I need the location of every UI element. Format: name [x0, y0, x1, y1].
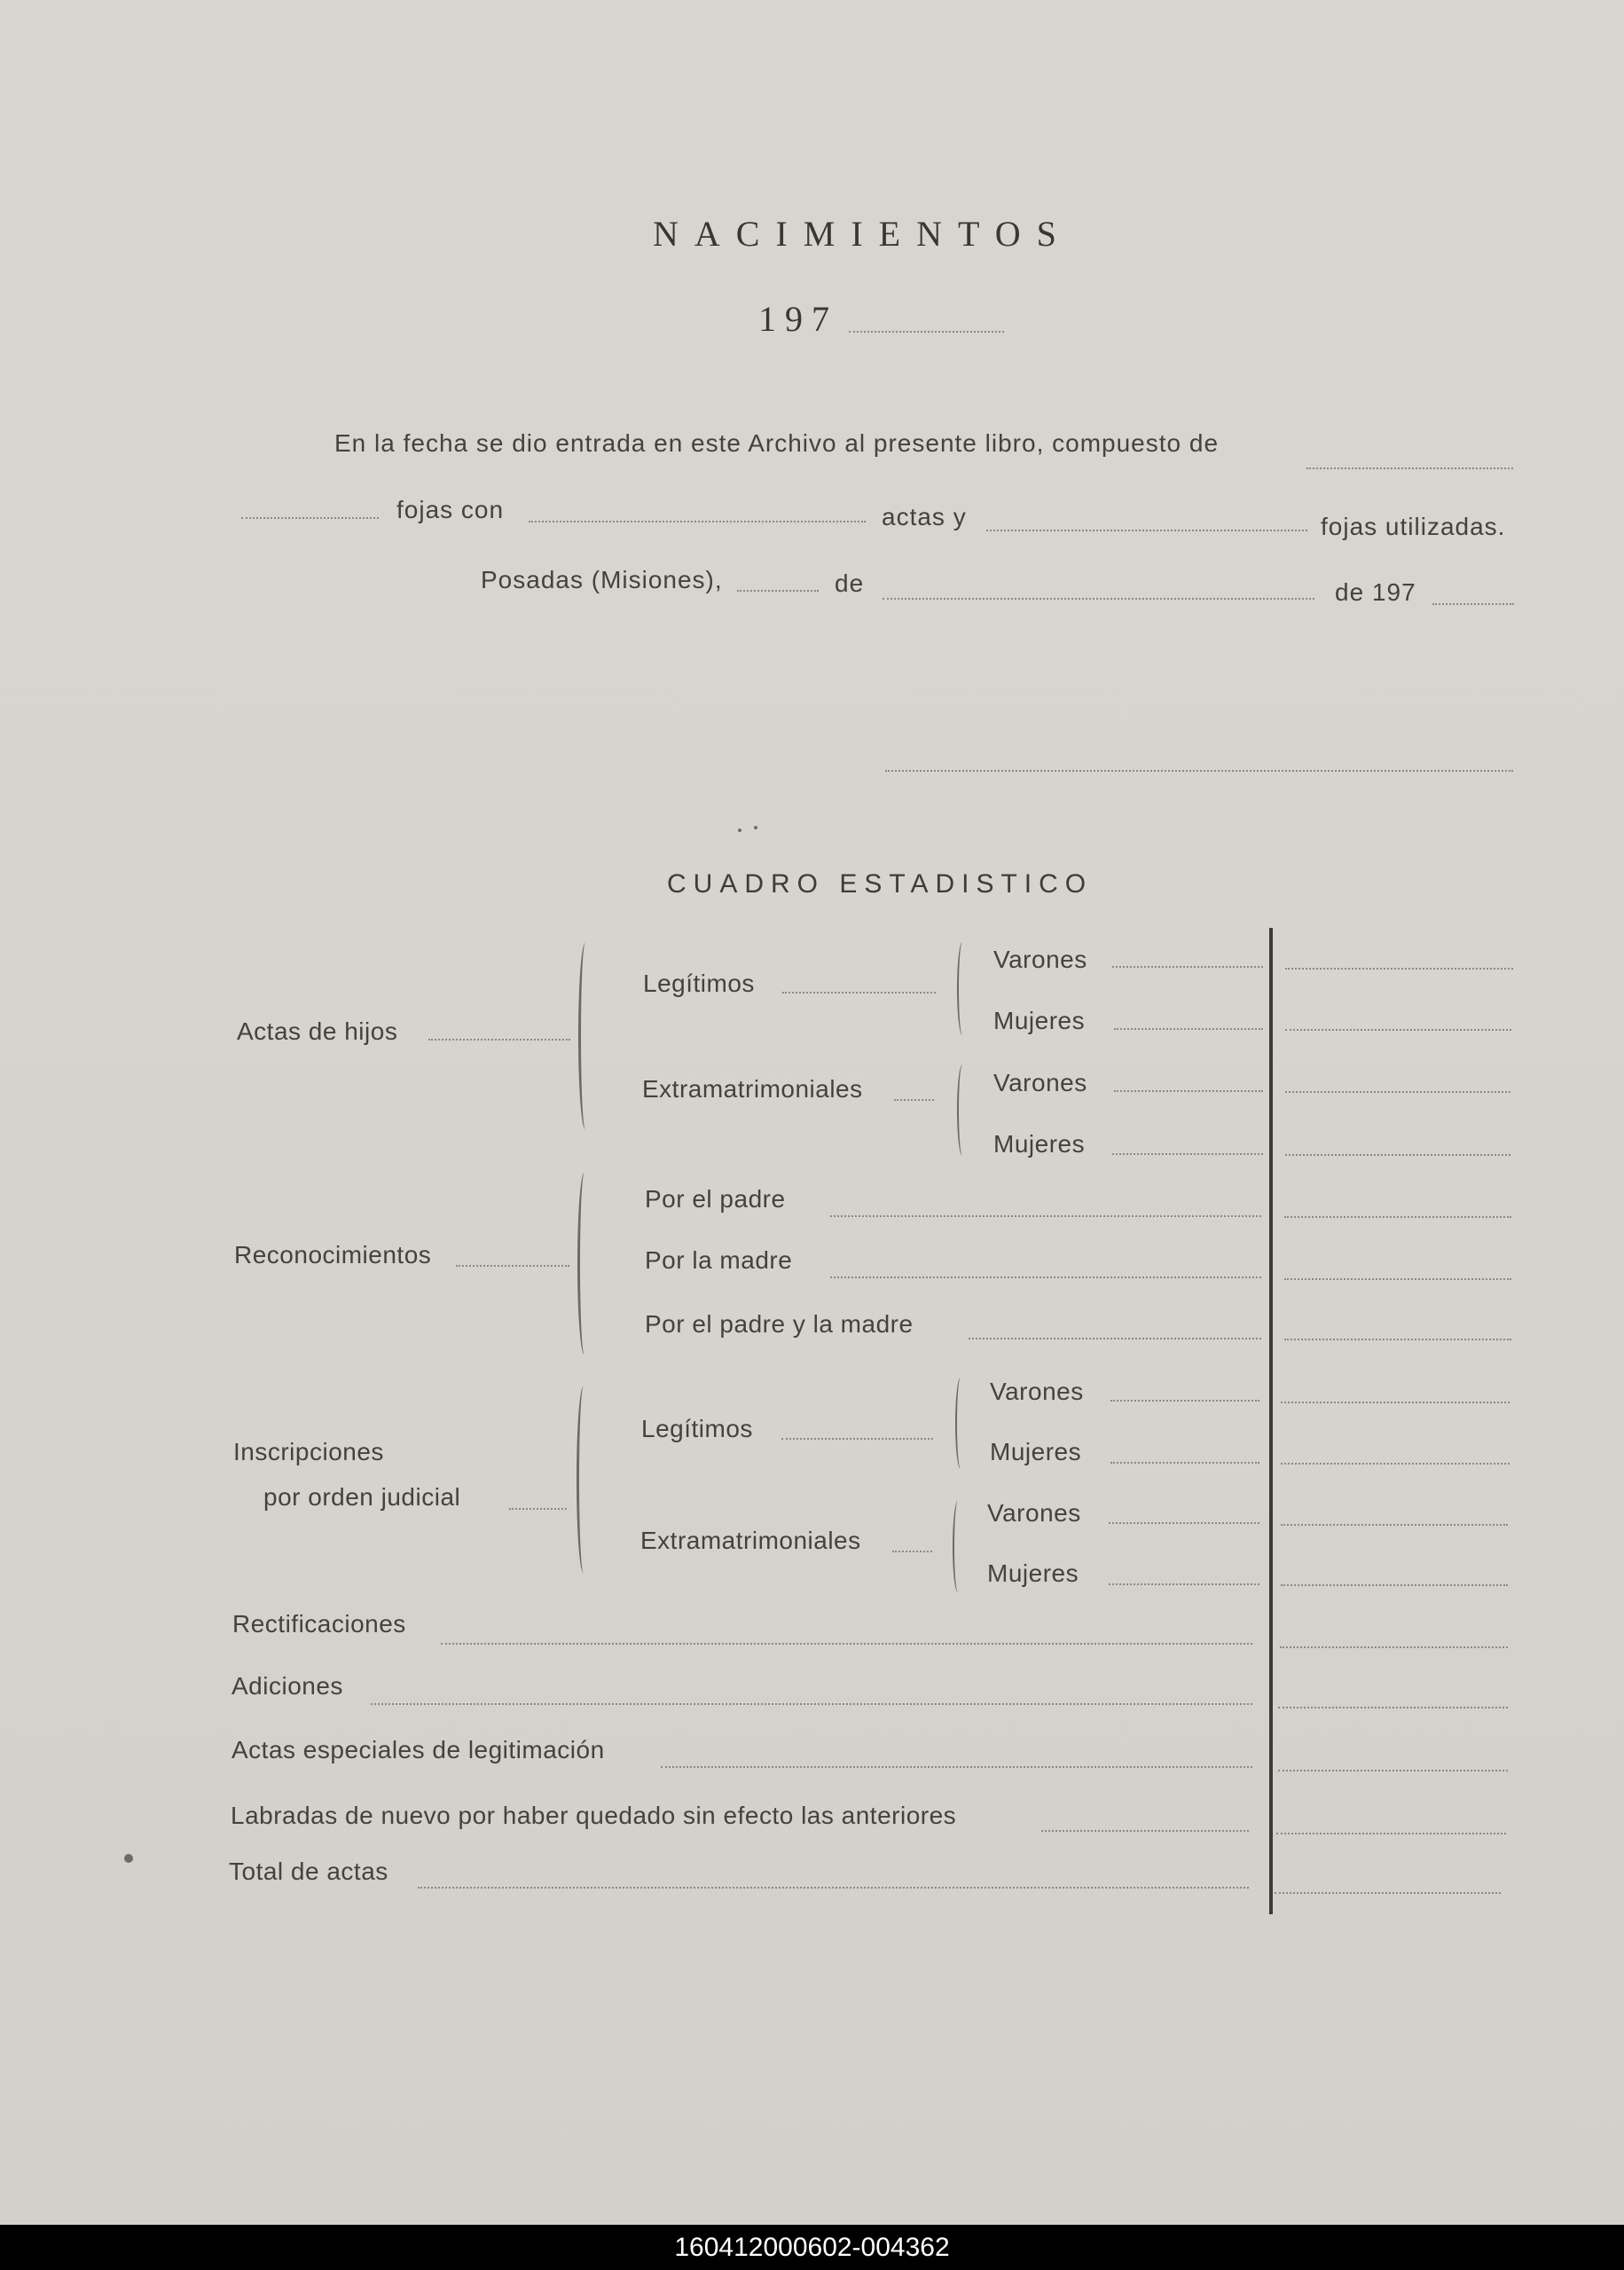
year-end-blank	[1432, 603, 1514, 605]
por-padre-blank	[830, 1215, 1261, 1217]
por-padre-total-blank	[1284, 1216, 1511, 1218]
por-ambos-label: Por el padre y la madre	[645, 1310, 914, 1338]
mujeres-blank	[1112, 1153, 1263, 1155]
inscripciones-label: Inscripciones	[233, 1438, 384, 1465]
varones-blank	[1114, 1090, 1263, 1092]
labradas-label: Labradas de nuevo por haber quedado sin efecto las anteriores	[231, 1802, 957, 1829]
actas-hijos-brace	[578, 943, 590, 1129]
rectificaciones-total-blank	[1280, 1646, 1508, 1648]
varones-label: Varones	[993, 946, 1087, 973]
document-id: 160412000602-004362	[674, 2233, 950, 2262]
adiciones-blank	[371, 1703, 1252, 1705]
mujeres-total-blank	[1281, 1584, 1508, 1586]
mujeres-total-blank	[1285, 1029, 1511, 1031]
varones-label: Varones	[993, 1069, 1087, 1096]
extramatrimoniales-label: Extramatrimoniales	[640, 1527, 861, 1554]
adiciones-total-blank	[1278, 1707, 1508, 1708]
day-blank	[737, 590, 819, 592]
actas-especiales-label: Actas especiales de legitimación	[231, 1736, 605, 1763]
mujeres-total-blank	[1285, 1154, 1510, 1156]
extramatrimoniales-leader	[894, 1099, 934, 1101]
extramatrimoniales-leader	[892, 1551, 932, 1552]
actas-especiales-total-blank	[1278, 1770, 1508, 1771]
legitimos-brace	[957, 942, 966, 1035]
reconocimientos-leader	[456, 1265, 569, 1267]
por-padre-label: Por el padre	[645, 1185, 786, 1213]
actas-hijos-leader	[428, 1039, 570, 1041]
actas-count-blank	[529, 521, 866, 522]
por-madre-total-blank	[1284, 1278, 1511, 1280]
stats-heading: CUADRO ESTADISTICO	[667, 869, 1094, 899]
compuesto-blank	[1306, 467, 1513, 469]
varones-total-blank	[1281, 1524, 1508, 1526]
de-label: de	[835, 569, 865, 597]
signature-line	[885, 770, 1513, 772]
paper-speck	[754, 826, 757, 829]
document-id-bar	[0, 2225, 1624, 2270]
extramatrimoniales-brace	[953, 1501, 961, 1592]
actas-especiales-blank	[661, 1766, 1252, 1768]
extramatrimoniales-brace	[957, 1064, 966, 1156]
por-ambos-total-blank	[1284, 1339, 1511, 1340]
reconocimientos-brace	[577, 1173, 589, 1355]
legitimos-label: Legítimos	[643, 970, 755, 997]
column-divider	[1269, 928, 1273, 1914]
mujeres-blank	[1109, 1583, 1259, 1585]
year-blank	[849, 331, 1004, 333]
varones-total-blank	[1285, 1091, 1510, 1093]
rectificaciones-blank	[441, 1643, 1252, 1645]
varones-total-blank	[1285, 968, 1513, 970]
adiciones-label: Adiciones	[231, 1672, 343, 1700]
paper-speck	[738, 829, 741, 832]
varones-label: Varones	[987, 1499, 1081, 1527]
page-title: NACIMIENTOS	[653, 214, 1072, 254]
place-label: Posadas (Misiones),	[481, 566, 723, 593]
legitimos-label: Legítimos	[641, 1415, 753, 1442]
mujeres-label: Mujeres	[990, 1438, 1082, 1465]
fojas-blank	[241, 517, 379, 519]
por-madre-label: Por la madre	[645, 1246, 793, 1274]
total-actas-label: Total de actas	[229, 1858, 388, 1885]
fojas-con-label: fojas con	[396, 496, 505, 523]
mujeres-total-blank	[1281, 1463, 1510, 1465]
inscripciones-brace	[577, 1386, 588, 1573]
orden-judicial-label: por orden judicial	[263, 1483, 461, 1511]
mujeres-label: Mujeres	[987, 1559, 1079, 1587]
varones-label: Varones	[990, 1378, 1084, 1405]
year-label: 197	[758, 299, 838, 339]
extramatrimoniales-label: Extramatrimoniales	[642, 1075, 863, 1103]
varones-blank	[1109, 1522, 1259, 1524]
mujeres-blank	[1110, 1462, 1259, 1464]
rectificaciones-label: Rectificaciones	[232, 1610, 406, 1638]
total-actas-blank	[418, 1887, 1249, 1889]
actas-hijos-label: Actas de hijos	[237, 1017, 398, 1045]
legitimos-leader	[781, 1438, 933, 1440]
mujeres-label: Mujeres	[993, 1007, 1086, 1034]
total-actas-total-blank	[1275, 1892, 1501, 1894]
inscripciones-leader	[509, 1508, 567, 1510]
actas-y-label: actas y	[882, 503, 967, 530]
labradas-total-blank	[1276, 1833, 1506, 1834]
fojas-utilizadas-blank	[986, 530, 1307, 531]
varones-total-blank	[1281, 1402, 1510, 1403]
month-blank	[883, 598, 1314, 600]
varones-blank	[1112, 966, 1263, 968]
fojas-utilizadas-label: fojas utilizadas.	[1321, 513, 1506, 540]
labradas-blank	[1041, 1830, 1249, 1832]
mujeres-blank	[1114, 1028, 1263, 1030]
legitimos-leader	[782, 992, 936, 994]
mujeres-label: Mujeres	[993, 1130, 1086, 1158]
por-madre-blank	[830, 1276, 1261, 1278]
reconocimientos-label: Reconocimientos	[234, 1241, 432, 1269]
legitimos-brace	[955, 1378, 964, 1469]
paper-speck	[124, 1854, 133, 1863]
de-197-label: de 197	[1335, 578, 1416, 606]
varones-blank	[1110, 1400, 1259, 1402]
por-ambos-blank	[969, 1338, 1261, 1339]
intro-line-1: En la fecha se dio entrada en este Archivo al presente libro, compuesto de	[334, 429, 1220, 457]
